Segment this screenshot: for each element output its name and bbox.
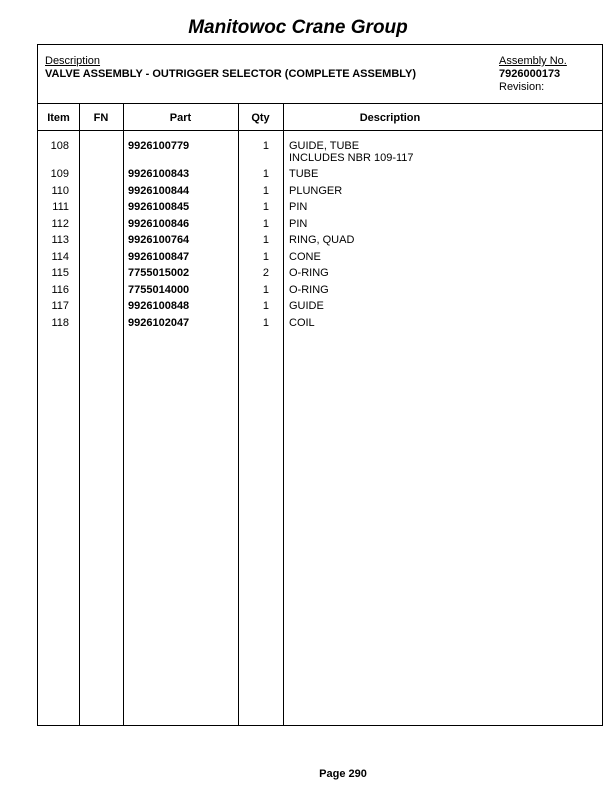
quantity: 1 <box>262 283 269 296</box>
table-row <box>38 267 602 284</box>
item-number: 113 <box>51 234 69 246</box>
quantity: 1 <box>262 217 269 230</box>
part-description: PIN <box>289 217 308 230</box>
table-row <box>38 317 602 334</box>
part-description: GUIDE <box>289 300 324 312</box>
part-description: RING, QUAD <box>289 234 355 246</box>
quantity: 1 <box>262 300 269 312</box>
quantity: 1 <box>262 140 269 152</box>
column-header-fn: FN <box>93 112 109 124</box>
table-row <box>38 300 602 317</box>
table-row <box>38 185 602 202</box>
part-number: 9926100764 <box>128 234 190 246</box>
assembly-number: 7926000173 <box>499 68 561 80</box>
table-row <box>38 251 602 268</box>
item-number: 117 <box>51 300 69 312</box>
part-number: 9926100848 <box>128 300 190 312</box>
item-number: 115 <box>51 267 69 279</box>
table-row <box>38 218 602 235</box>
assembly-number-label: Assembly No. <box>499 55 567 67</box>
item-number: 116 <box>51 283 69 296</box>
part-description: O-RING <box>289 267 329 279</box>
quantity: 1 <box>262 250 269 263</box>
table-row <box>38 168 602 185</box>
part-number: 9926100843 <box>128 168 190 180</box>
item-number: 111 <box>52 201 69 213</box>
item-number: 108 <box>50 140 69 152</box>
column-header-description: Description <box>359 112 421 124</box>
assembly-header <box>38 45 602 104</box>
part-number: 9926100847 <box>128 250 190 263</box>
part-description: CONE <box>289 250 321 263</box>
part-number: 7755015002 <box>128 267 190 279</box>
part-description: PIN <box>289 201 308 213</box>
table-row <box>38 140 602 168</box>
table-header-row <box>38 104 602 131</box>
item-number: 110 <box>51 184 69 197</box>
assembly-description: VALVE ASSEMBLY - OUTRIGGER SELECTOR (COMPLETE ASSEMBLY) <box>45 68 416 80</box>
part-description: COIL <box>289 316 315 329</box>
quantity: 1 <box>262 234 269 246</box>
item-number: 112 <box>51 217 69 230</box>
part-number: 9926100844 <box>128 184 190 197</box>
table-row <box>38 284 602 301</box>
column-header-qty: Qty <box>251 112 270 124</box>
part-description: PLUNGER <box>289 184 343 197</box>
quantity: 2 <box>262 267 269 279</box>
column-header-part: Part <box>169 112 192 124</box>
description-label: Description <box>45 55 101 67</box>
part-number: 9926100845 <box>128 201 190 213</box>
quantity: 1 <box>262 316 269 329</box>
item-number: 118 <box>51 316 69 329</box>
part-number: 9926102047 <box>128 316 190 329</box>
part-number: 7755014000 <box>128 283 190 296</box>
part-number: 9926100846 <box>128 217 190 230</box>
parts-list-frame <box>37 44 603 726</box>
part-description: TUBE <box>289 168 319 180</box>
quantity: 1 <box>262 168 269 180</box>
quantity: 1 <box>262 184 269 197</box>
parts-table-body <box>38 140 602 333</box>
quantity: 1 <box>262 201 269 213</box>
item-number: 109 <box>50 168 69 180</box>
table-row <box>38 234 602 251</box>
item-number: 114 <box>51 250 69 263</box>
page-number: Page 290 <box>319 768 367 780</box>
company-title: Manitowoc Crane Group <box>188 17 408 38</box>
part-description: O-RING <box>289 283 329 296</box>
part-number: 9926100779 <box>128 140 190 152</box>
revision-label: Revision: <box>499 81 545 93</box>
part-description: GUIDE, TUBE INCLUDES NBR 109-117 <box>289 140 414 164</box>
table-row <box>38 201 602 218</box>
column-header-item: Item <box>47 112 70 124</box>
